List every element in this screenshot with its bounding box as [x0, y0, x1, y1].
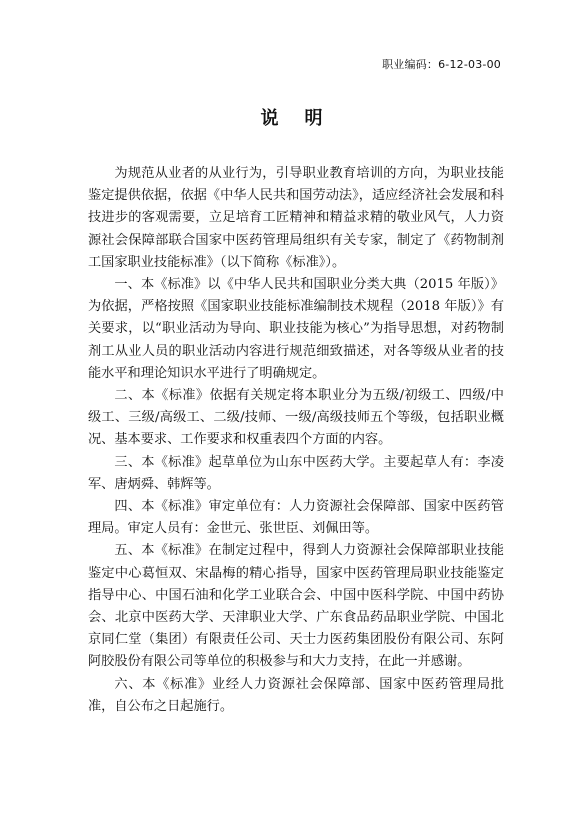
paragraph-1: 一、本《标准》以《中华人民共和国职业分类大典（2015 年版）》为依据，严格按照《国家职业技能标准编制技术规程（2018 年版）》有关要求，以“职业活动为导向、职业技能为核心”为指导思想，对药物制剂工从业人员的职业活动内容进行规范细致描述，对各等级从业者的技能水平和理论知识水平进行了明确规定。 [88, 277, 504, 381]
paragraph-6: 六、本《标准》业经人力资源社会保障部、国家中医药管理局批准，自公布之日起施行。 [88, 676, 504, 714]
paragraph-5: 五、本《标准》在制定过程中，得到人力资源社会保障部职业技能鉴定中心葛恒双、宋晶梅的精心指导，国家中医药管理局职业技能鉴定指导中心、中国石油和化学工业联合会、中国中医科学院、中国中药协会、北京中医药大学、天津职业大学、广东食品药品职业学院、中国北京同仁堂（集团）有限责任公司、天士力医药集团股份有限公司、东阿阿胶股份有限公司等单位的积极参与和大力支持，在此一并感谢。 [88, 543, 504, 670]
occupation-code: 职业编码：6-12-03-00 [382, 58, 501, 71]
paragraph-intro: 为规范从业者的从业行为，引导职业教育培训的方向，为职业技能鉴定提供依据，依据《中华人民共和国劳动法》，适应经济社会发展和科技进步的客观需要，立足培育工匠精神和精益求精的敬业风气，人力资源社会保障部联合国家中医药管理局组织有关专家，制定了《药物制剂工国家职业技能标准》（以下简称《标准》）。 [88, 166, 504, 270]
paragraph-4: 四、本《标准》审定单位有：人力资源社会保障部、国家中医药管理局。审定人员有：金世元、张世臣、刘佩田等。 [88, 499, 504, 537]
page-title: 说明 [260, 108, 349, 129]
paragraph-2: 二、本《标准》依据有关规定将本职业分为五级/初级工、四级/中级工、三级/高级工、二级/技师、一级/高级技师五个等级，包括职业概况、基本要求、工作要求和权重表四个方面的内容。 [88, 388, 504, 448]
document-body [88, 163, 504, 718]
paragraph-3: 三、本《标准》起草单位为山东中医药大学。主要起草人有：李凌军、唐炳舜、韩辉等。 [88, 454, 504, 492]
